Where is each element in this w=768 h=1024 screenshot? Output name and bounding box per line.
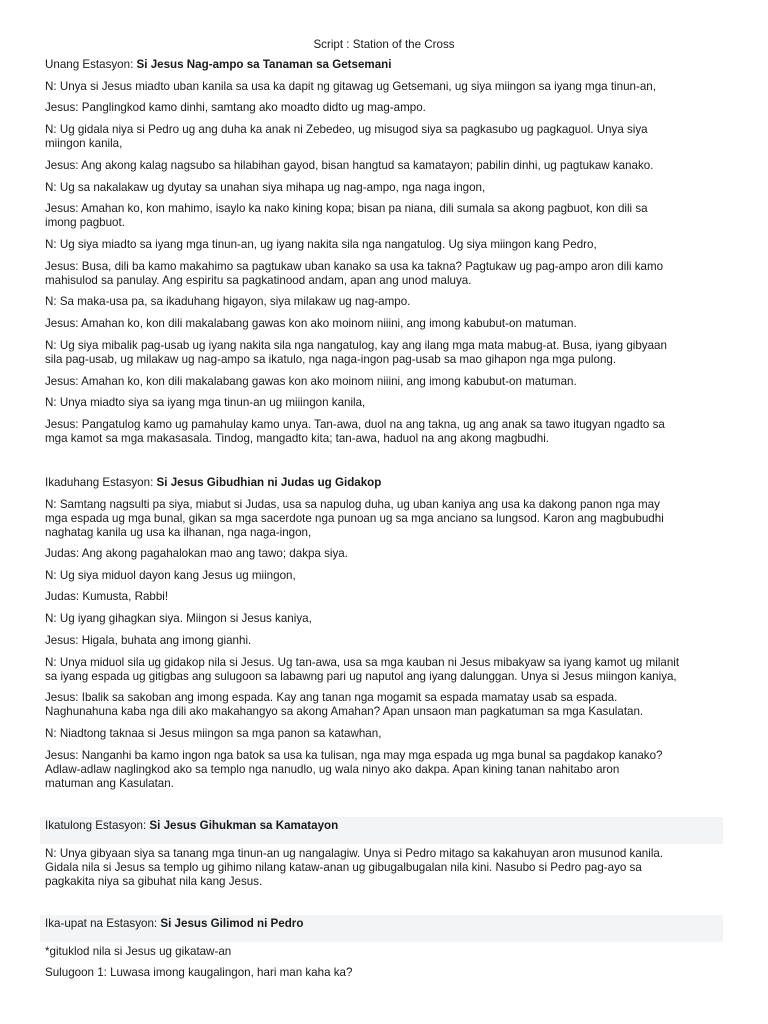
script-line-cont: mahisulod sa panulay. Ang espiritu sa pagkatinood andam, apan ang unod maluya. [45, 274, 472, 287]
script-line-cont: pagkakita niya sa gibuhat nila kang Jesus. [45, 875, 263, 888]
script-line: N: Unya gibyaan siya sa tanang mga tinun-an ug nangalagiw. Unya si Pedro mitago sa kakahuyan aron musunod kanila. [45, 847, 664, 860]
script-line: N: Unya miduol sila ug gidakop nila si Jesus. Ug tan-awa, usa sa mga kauban ni Jesus mibakyaw sa iyang kamot ug milanit [45, 656, 680, 669]
script-line: Judas: Ang akong pagahalokan mao ang tawo; dakpa siya. [45, 547, 348, 560]
station-heading: Ika-upat na Estasyon: Si Jesus Gilimod ni Pedro [45, 917, 304, 930]
script-line-cont: sa iyang espada ug gitigbas ang sulugoon sa labawng pari ug naputol ang iyang dalunggan. Unya si Jesus miingon kaniya, [45, 670, 677, 683]
script-line: N: Ug gidala niya si Pedro ug ang duha ka anak ni Zebedeo, ug misugod siya sa pagkasubo ug pagkaguol. Unya siya [45, 123, 648, 136]
script-line: N: Ug siya miduol dayon kang Jesus ug miingon, [45, 569, 296, 582]
script-line: N: Samtang nagsulti pa siya, miabut si Judas, usa sa napulog duha, ug uban kaniya ang usa ka dakong panon nga may [45, 498, 660, 511]
script-line: Jesus: Amahan ko, kon dili makalabang gawas kon ako moinom niiini, ang imong kabubut-on matuman. [45, 317, 577, 330]
script-line: N: Niadtong taknaa si Jesus miingon sa mga panon sa katawhan, [45, 727, 382, 740]
script-line: Jesus: Nanganhi ba kamo ingon nga batok sa usa ka tulisan, nga may mga espada ug mga bunal sa pagdakop kanako? [45, 749, 663, 762]
script-line-cont: Naghunahuna kaba nga dili ako makahangyo sa akong Amahan? Apan unsaon man pagkatuman sa mga Kasulatan. [45, 705, 644, 718]
script-line-cont: matuman ang Kasulatan. [45, 777, 174, 790]
script-line: N: Ug siya miadto sa iyang mga tinun-an, ug iyang nakita sila nga nangatulog. Ug siya miingon kang Pedro, [45, 238, 597, 251]
script-line: Jesus: Amahan ko, kon dili makalabang gawas kon ako moinom niiini, ang imong kabubut-on matuman. [45, 375, 577, 388]
script-line: N: Ug iyang gihagkan siya. Miingon si Jesus kaniya, [45, 612, 312, 625]
script-line: Sulugoon 1: Luwasa imong kaugalingon, hari man kaha ka? [45, 966, 353, 979]
script-line: N: Ug sa nakalakaw ug dyutay sa unahan siya mihapa ug nag-ampo, nga naga ingon, [45, 181, 486, 194]
script-line-cont: Gidala nila si Jesus sa templo ug gihimo nilang kataw-anan ug gibugalbugalan nila kini. Nasubo si Pedro pag-ayo sa [45, 861, 642, 874]
script-line: N: Unya si Jesus miadto uban kanila sa usa ka dapit ng gitawag ug Getsemani, ug siya miingon sa iyang mga tinun-an, [45, 80, 656, 93]
script-line-cont: mga kamot sa mga makasasala. Tindog, mangadto kita; tan-awa, haduol na ang akong magbudhi. [45, 432, 549, 445]
script-line-cont: naghatag kanila ug usa ka ilhanan, nga naga-ingon, [45, 526, 312, 539]
script-line: Jesus: Amahan ko, kon mahimo, isaylo ka nako kining kopa; bisan pa niana, dili sumala sa akong pagbuot, kon dili sa [45, 202, 648, 215]
script-line: N: Unya miadto siya sa iyang mga tinun-an ug miiingon kanila, [45, 396, 366, 409]
script-line: Jesus: Ang akong kalag nagsubo sa hilabihan gayod, bisan hangtud sa kamatayon; pabilin dinhi, ug pagtukaw kanako. [45, 159, 654, 172]
script-line: Jesus: Higala, buhata ang imong gianhi. [45, 634, 252, 647]
script-line: Judas: Kumusta, Rabbi! [45, 590, 169, 603]
script-line: Jesus: Panglingkod kamo dinhi, samtang ako moadto didto ug mag-ampo. [45, 101, 426, 114]
script-line: N: Ug siya mibalik pag-usab ug iyang nakita sila nga nangatulog, kay ang ilang mga mata mabug-at. Busa, iyang gibyaan [45, 339, 667, 352]
script-line-cont: mga espada ug mga bunal, gikan sa mga sacerdote nga punoan ug sa mga anciano sa lungsod. Karon ang magbubudhi [45, 512, 664, 525]
script-line-cont: miingon kanila, [45, 137, 123, 150]
station-heading: Ikaduhang Estasyon: Si Jesus Gibudhian ni Judas ug Gidakop [45, 476, 382, 489]
script-line: Jesus: Pangatulog kamo ug pamahulay kamo unya. Tan-awa, duol na ang takna, ug ang anak sa tawo itugyan ngadto sa [45, 418, 665, 431]
script-line: *gituklod nila si Jesus ug gikataw-an [45, 945, 232, 958]
page-title: Script : Station of the Cross [313, 38, 455, 51]
script-line: Jesus: Busa, dili ba kamo makahimo sa pagtukaw uban kanako sa usa ka takna? Pagtukaw ug pag-ampo aron dili kamo [45, 260, 664, 273]
station-heading: Unang Estasyon: Si Jesus Nag-ampo sa Tanaman sa Getsemani [45, 58, 392, 71]
script-line: Jesus: Ibalik sa sakoban ang imong espada. Kay ang tanan nga mogamit sa espada mamatay usab sa espada. [45, 691, 618, 704]
script-line-cont: imong pagbuot. [45, 216, 125, 229]
script-line-cont: Adlaw-adlaw naglingkod ako sa templo nga nanudlo, ug wala ninyo ako dakpa. Apan kining tanan nahitabo aron [45, 763, 620, 776]
script-line-cont: sila pag-usab, ug milakaw ug nag-ampo sa ikatulo, nga naga-ingon pag-usab sa mao gihapon nga mga pulong. [45, 353, 617, 366]
station-heading: Ikatulong Estasyon: Si Jesus Gihukman sa Kamatayon [45, 819, 339, 832]
script-line: N: Sa maka-usa pa, sa ikaduhang higayon, siya milakaw ug nag-ampo. [45, 295, 411, 308]
